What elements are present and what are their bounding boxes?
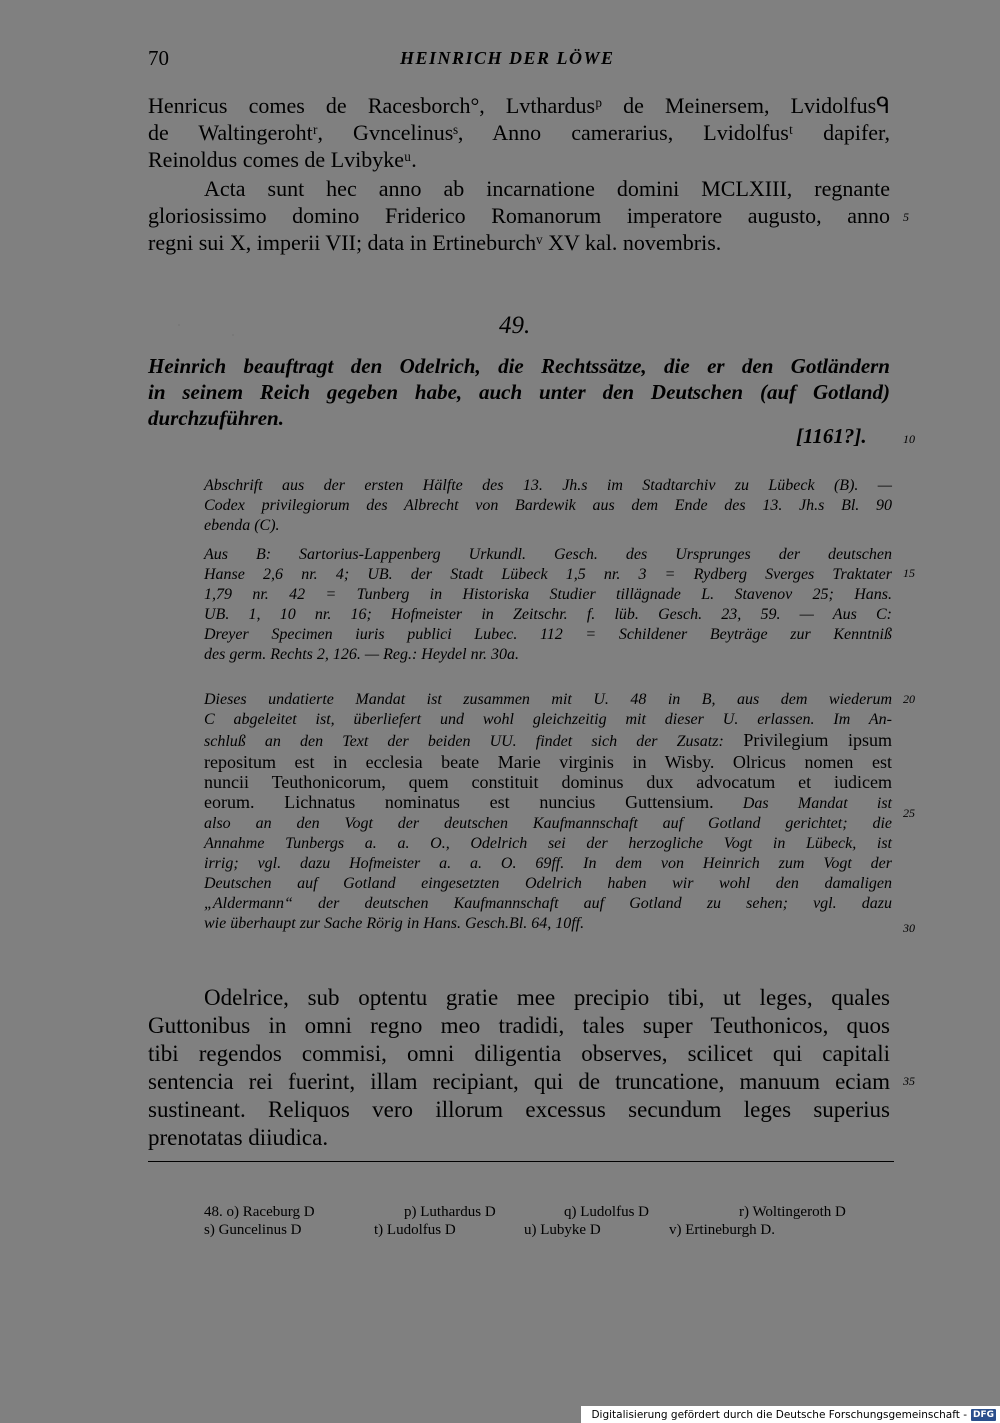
line-number-10: 10: [903, 432, 915, 446]
note-line: Dreyer Specimen iuris publici Lubec. 112 = Schildener Beyträge zur Kenntniß: [204, 626, 892, 643]
note-line: C abgeleitet ist, überliefert und wohl gleichzeitig mit dieser U. erlassen. Im An-: [204, 711, 892, 728]
note-line: 1,79 nr. 42 = Tunberg in Historiska Studier tillägnade L. Stavenov 25; Hans.: [204, 586, 892, 603]
footnote: r) Woltingeroth D: [739, 1204, 846, 1220]
page-number: 70: [148, 46, 169, 70]
witness-list: [148, 92, 890, 173]
witness-line: Henricus comes de Racesborch°, Lvthardusᵖ de Meinersem, Lvidolfusᑫ: [148, 93, 890, 118]
footnote-row: [204, 1203, 892, 1221]
note-line: [204, 730, 892, 752]
footnote: t) Ludolfus D: [374, 1222, 456, 1238]
note-line: Hanse 2,6 nr. 4; UB. der Stadt Lübeck 1,5 nr. 3 = Rydberg Sverges Traktater: [204, 566, 892, 583]
regest-line: durchzuführen.: [148, 406, 284, 430]
dating-line: regni sui X, imperii VII; data in Ertineburchᵛ XV kal. novembris.: [148, 230, 722, 255]
mandate-line: Odelrice, sub optentu gratie mee precipio tibi, ut leges, quales: [204, 985, 890, 1010]
dating-line: gloriosissimo domino Friderico Romanorum imperatore augusto, anno: [148, 203, 890, 228]
regest-line: Heinrich beauftragt den Odelrich, die Rechtssätze, die er den Gotländern: [148, 354, 890, 378]
note-line: Annahme Tunbergs a. a. O., Odelrich sei der herzogliche Vogt in Lübeck, ist: [204, 835, 892, 852]
regest: [148, 353, 890, 431]
note-italic-part: schluß an den Text der beiden UU. findet sich der Zusatz:: [204, 733, 724, 750]
editions-note: [204, 545, 892, 665]
tradition-note: [204, 476, 892, 536]
line-number-20: 20: [903, 692, 915, 706]
document-number: 49.: [499, 312, 531, 339]
funding-text: Digitalisierung gefördert durch die Deutsche Forschungsgemeinschaft -: [591, 1408, 967, 1421]
note-line: des germ. Rechts 2, 126. — Reg.: Heydel nr. 30a.: [204, 646, 520, 663]
note-line: „Aldermann“ der deutschen Kaufmannschaft auf Gotland zu sehen; vgl. dazu: [204, 895, 892, 912]
dating-line: Acta sunt hec anno ab incarnatione domini MCLXIII, regnante: [204, 176, 890, 201]
footnote: q) Ludolfus D: [564, 1204, 649, 1220]
footnote: p) Luthardus D: [404, 1204, 496, 1220]
footnote: v) Ertineburgh D.: [669, 1222, 775, 1238]
footnotes: [204, 1203, 892, 1239]
note-line: also an den Vogt der deutschen Kaufmannschaft auf Gotland gerichtet; die: [204, 815, 892, 832]
dfg-logo-icon: DFG: [972, 1409, 994, 1420]
quoted-addition-line: repositum est in ecclesia beate Marie virginis in Wisby. Olricus nomen est: [204, 752, 892, 772]
regest-line: in seinem Reich gegeben habe, auch unter den Deutschen (auf Gotland): [148, 380, 890, 404]
witness-line: Reinoldus comes de Lvibykeᵘ.: [148, 147, 417, 172]
note-line: Aus B: Sartorius-Lappenberg Urkundl. Gesch. des Ursprunges der deutschen: [204, 546, 892, 563]
dating-clause: [148, 175, 890, 256]
mandate-line: prenotatas diiudica.: [148, 1125, 329, 1150]
footnote: u) Lubyke D: [524, 1222, 601, 1238]
quoted-addition-line: nuncii Teuthonicorum, quem constituit dominus dux advocatum et iudicem: [204, 772, 892, 792]
footnote: 48. o) Raceburg D: [204, 1204, 315, 1220]
note-line: Dieses undatierte Mandat ist zusammen mit U. 48 in B, aus dem wiederum: [204, 691, 892, 708]
mandate-line: Guttonibus in omni regno meo tradidi, tales super Teuthonicos, quos: [148, 1013, 890, 1038]
quoted-addition: Privilegium ipsum: [723, 730, 893, 750]
note-line: irrig; vgl. dazu Hofmeister a. a. O. 69ff. In dem von Heinrich zum Vogt der: [204, 855, 892, 872]
note-line: Abschrift aus der ersten Hälfte des 13. Jh.s im Stadtarchiv zu Lübeck (B). —: [204, 477, 892, 494]
mandate-line: sustineant. Reliquos vero illorum excessus secundum leges superius: [148, 1097, 890, 1122]
witness-line: de Waltingerohtʳ, Gvncelinusˢ, Anno camerarius, Lvidolfusᵗ dapifer,: [148, 120, 890, 145]
line-number-25: 25: [903, 806, 915, 820]
running-title: HEINRICH DER LÖWE: [400, 48, 615, 68]
note-line: ebenda (C).: [204, 517, 280, 534]
mandate-line: sentencia rei fuerint, illam recipiant, qui de truncatione, manuum eciam: [148, 1069, 890, 1094]
note-line: [204, 792, 892, 814]
note-italic-part: Das Mandat ist: [713, 795, 892, 812]
note-line: Codex privilegiorum des Albrecht von Bardewik aus dem Ende des 13. Jh.s Bl. 90: [204, 497, 892, 514]
document-date: [1161?].: [796, 424, 867, 448]
mandate-text: [148, 984, 890, 1152]
commentary-note: [204, 690, 892, 934]
note-line: Deutschen auf Gotland eingesetzten Odelrich haben wir wohl den damaligen: [204, 875, 892, 892]
quoted-addition: eorum. Lichnatus nominatus est nuncius Guttensium.: [204, 792, 714, 812]
line-number-5: 5: [903, 210, 909, 224]
line-number-35: 35: [903, 1074, 915, 1088]
scan-speck: [178, 324, 180, 326]
footnote-divider: [148, 1161, 894, 1162]
mandate-line: tibi regendos commisi, omni diligentia observes, scilicet qui capitali: [148, 1041, 890, 1066]
funding-banner: [581, 1406, 1000, 1423]
note-line: UB. 1, 10 nr. 16; Hofmeister in Zeitschr. f. lüb. Gesch. 23, 59. — Aus C:: [204, 606, 892, 623]
note-line: wie überhaupt zur Sache Rörig in Hans. Gesch.Bl. 64, 10ff.: [204, 915, 585, 932]
line-number-30: 30: [903, 921, 915, 935]
line-number-15: 15: [903, 566, 915, 580]
footnote: s) Guncelinus D: [204, 1222, 302, 1238]
footnote-row: [204, 1221, 892, 1239]
scan-speck: [232, 334, 234, 336]
